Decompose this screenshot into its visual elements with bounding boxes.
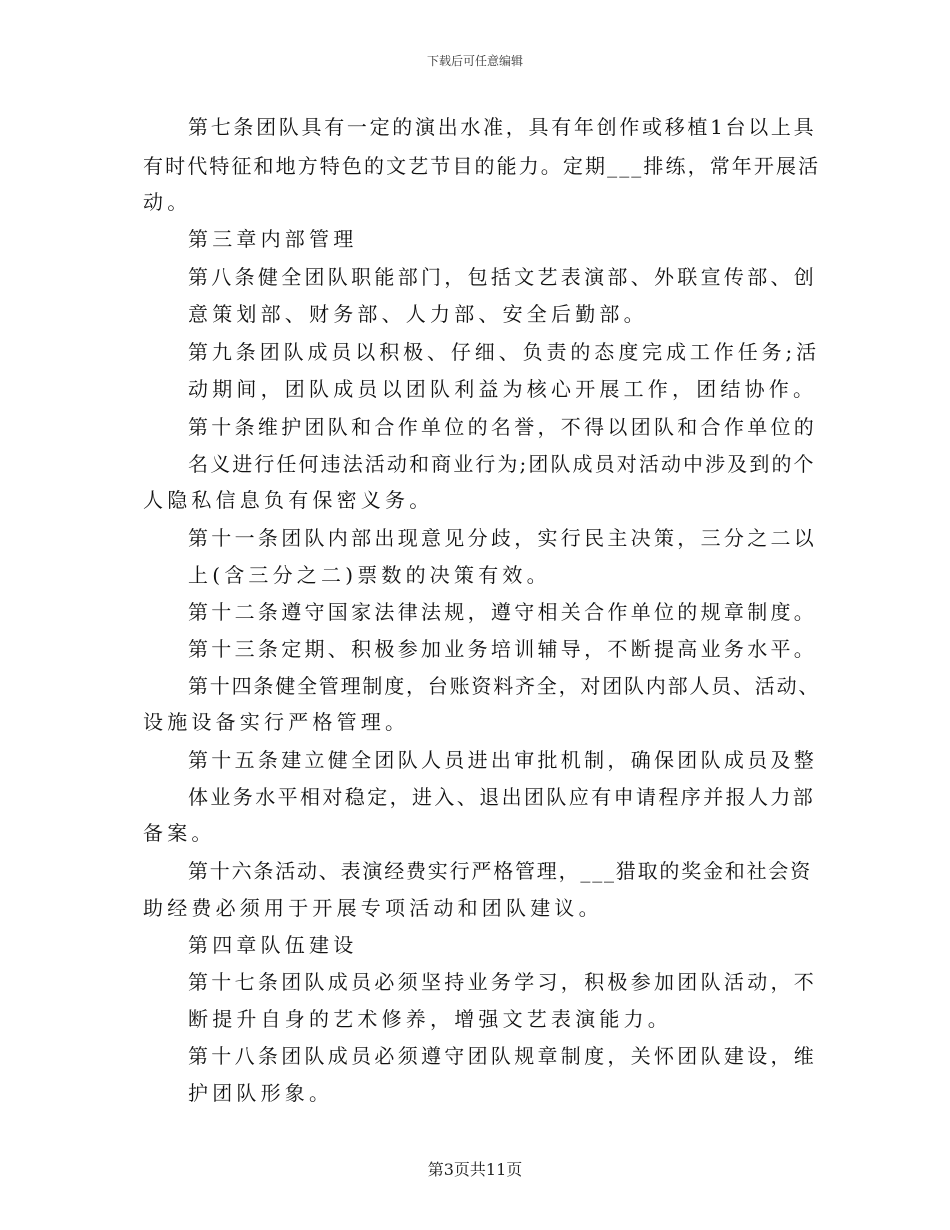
text-line: 护团队形象。 [188, 1081, 334, 1105]
text-line: 备案。 [143, 821, 216, 845]
text-line: 第十五条建立健全团队人员进出审批机制，确保团队成员及整 [188, 748, 818, 772]
chapter-heading: 第四章队伍建设 [188, 933, 358, 957]
text-line: 第十四条健全管理制度，台账资料齐全，对团队内部人员、活动、 [188, 674, 821, 698]
text-line: 第十六条活动、表演经费实行严格管理，___猎取的奖金和社会资 [188, 859, 812, 883]
text-line: 动期间，团队成员以团队利益为核心开展工作，团结协作。 [188, 377, 818, 401]
text-line: 意策划部、财务部、人力部、安全后勤部。 [188, 302, 648, 326]
text-line: 体业务水平相对稳定，进入、退出团队应有申请程序并报人力部 [188, 785, 816, 809]
page-number: 第3页共11页 [427, 1160, 523, 1179]
text-line: 动。 [143, 190, 192, 214]
text-line: 断提升自身的艺术修养，增强文艺表演能力。 [188, 1007, 672, 1031]
text-line: 第十条维护团队和合作单位的名誉，不得以团队和合作单位的 [188, 415, 818, 439]
text-line: 有时代特征和地方特色的文艺节目的能力。定期___排练，常年开展活 [143, 154, 821, 178]
text-line: 第八条健全团队职能部门，包括文艺表演部、外联宣传部、创 [188, 265, 818, 289]
text-line: 设施设备实行严格管理。 [143, 710, 410, 734]
page-header: 下载后可任意编辑 [426, 54, 523, 68]
text-line: 第十一条团队内部出现意见分歧，实行民主决策，三分之二以 [188, 526, 818, 550]
text-line: 第十二条遵守国家法律法规，遵守相关合作单位的规章制度。 [188, 600, 818, 624]
text-line: 第七条团队具有一定的演出水准，具有年创作或移植1台以上具 [188, 115, 817, 139]
text-line: 人隐私信息负有保密义务。 [143, 488, 434, 512]
text-line: 第十三条定期、积极参加业务培训辅导，不断提高业务水平。 [188, 637, 818, 661]
text-line: 第九条团队成员以积极、仔细、负责的态度完成工作任务;活 [188, 340, 821, 364]
text-line: 助经费必须用于开展专项活动和团队建议。 [143, 896, 603, 920]
chapter-heading: 第三章内部管理 [188, 227, 358, 251]
text-line: 第十八条团队成员必须遵守团队规章制度，关怀团队建设，维 [188, 1044, 818, 1068]
text-line: 名义进行任何违法活动和商业行为;团队成员对活动中涉及到的个 [188, 452, 816, 476]
text-line: 第十七条团队成员必须坚持业务学习，积极参加团队活动，不 [188, 970, 818, 994]
text-line: 上(含三分之二)票数的决策有效。 [188, 563, 551, 587]
